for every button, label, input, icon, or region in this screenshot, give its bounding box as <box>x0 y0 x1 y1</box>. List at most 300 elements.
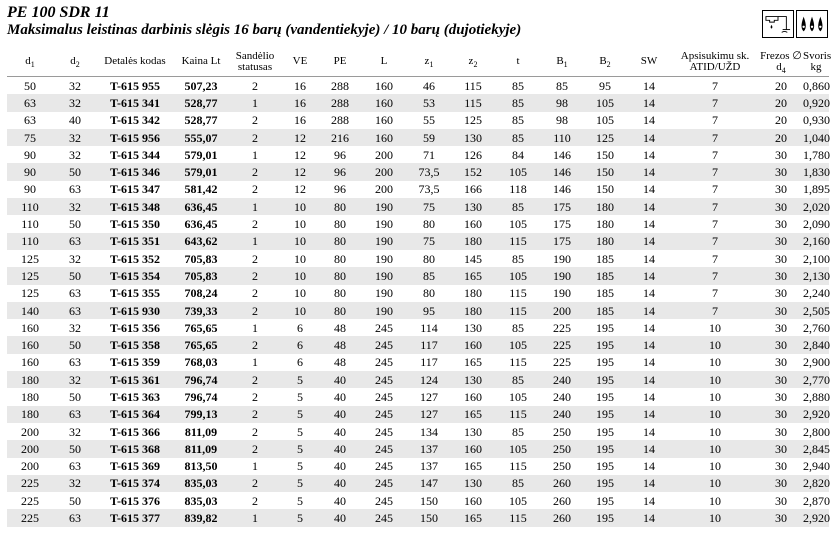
table-row <box>7 163 829 180</box>
cell-stock: 2 <box>229 440 281 457</box>
cell-ve: 12 <box>294 147 306 162</box>
cell-stock: 2 <box>229 336 281 353</box>
cell-b1: 260 <box>553 493 571 508</box>
cell-z1: 55 <box>423 113 435 128</box>
cell-sw: 14 <box>627 129 671 146</box>
cell-b2: 195 <box>583 509 627 526</box>
cell-z1: 80 <box>423 217 435 232</box>
cell-code: T-615 955 <box>110 78 160 93</box>
cell-turns: 10 <box>709 424 721 439</box>
col-header-code: Detalės kodas <box>97 47 173 77</box>
cell-turns: 7 <box>671 233 759 250</box>
cell-code: T-615 374 <box>97 475 173 492</box>
cell-b2: 150 <box>583 163 627 180</box>
cell-b1: 110 <box>541 129 583 146</box>
cell-d1: 90 <box>24 182 36 197</box>
cell-d2: 32 <box>69 424 81 439</box>
cell-pe: 40 <box>334 493 346 508</box>
cell-l: 160 <box>361 94 407 111</box>
cell-cutter: 30 <box>775 389 787 404</box>
cell-code: T-615 341 <box>97 94 173 111</box>
cell-d2: 40 <box>69 113 81 128</box>
cell-pe: 40 <box>319 440 361 457</box>
cell-stock: 2 <box>229 163 281 180</box>
table-row <box>7 371 829 388</box>
cell-z1: 127 <box>407 406 451 423</box>
cell-cutter: 30 <box>759 475 803 492</box>
cell-d2: 63 <box>69 459 81 474</box>
cell-z2: 130 <box>464 320 482 335</box>
cell-d2: 50 <box>69 217 81 232</box>
cell-l: 200 <box>361 163 407 180</box>
cell-stock: 1 <box>252 320 258 335</box>
cell-weight: 0,920 <box>803 95 830 110</box>
cell-z2: 126 <box>464 147 482 162</box>
cell-ve: 12 <box>294 182 306 197</box>
usage-icons <box>762 10 828 38</box>
cell-z2: 160 <box>451 440 495 457</box>
cell-z1: 73,5 <box>407 163 451 180</box>
cell-turns: 7 <box>712 251 718 266</box>
cell-ve: 6 <box>297 320 303 335</box>
cell-d1: 180 <box>21 389 39 404</box>
cell-l: 245 <box>361 509 407 526</box>
cell-t: 85 <box>495 94 541 111</box>
cell-stock: 2 <box>252 251 258 266</box>
cell-price: 835,03 <box>184 493 218 508</box>
cell-price: 768,03 <box>184 355 218 370</box>
cell-l: 160 <box>361 129 407 146</box>
cell-b2: 195 <box>596 493 614 508</box>
cell-turns: 7 <box>712 182 718 197</box>
cell-sw: 14 <box>627 371 671 388</box>
cell-l: 245 <box>375 493 393 508</box>
cell-d1: 63 <box>7 94 53 111</box>
cell-cutter: 20 <box>775 113 787 128</box>
table-row <box>7 94 829 111</box>
cell-weight: 2,870 <box>803 493 830 508</box>
cell-ve: 5 <box>281 440 319 457</box>
cell-stock: 2 <box>229 371 281 388</box>
col-header-stock: Sandėlio statusas <box>229 47 281 77</box>
cell-sw: 14 <box>643 389 655 404</box>
cell-weight: 1,780 <box>803 147 830 162</box>
cell-turns: 7 <box>712 286 718 301</box>
cell-t: 105 <box>509 389 527 404</box>
cell-ve: 10 <box>281 302 319 319</box>
cell-d1: 140 <box>7 302 53 319</box>
cell-z2: 130 <box>451 129 495 146</box>
cell-cutter: 30 <box>759 302 803 319</box>
cell-stock: 2 <box>252 493 258 508</box>
cell-d2: 32 <box>53 371 97 388</box>
cell-l: 190 <box>361 233 407 250</box>
cell-cutter: 30 <box>759 267 803 284</box>
page-title: PE 100 SDR 11 <box>7 4 110 21</box>
cell-pe: 80 <box>319 233 361 250</box>
cell-pe: 40 <box>319 406 361 423</box>
cell-price: 796,74 <box>173 371 229 388</box>
cell-pe: 96 <box>334 182 346 197</box>
cell-l: 190 <box>361 302 407 319</box>
cell-turns: 10 <box>671 475 759 492</box>
cell-price: 708,24 <box>184 286 218 301</box>
cell-stock: 2 <box>252 286 258 301</box>
cell-d1: 200 <box>21 459 39 474</box>
cell-weight: 2,760 <box>803 320 830 335</box>
cell-b2: 185 <box>596 286 614 301</box>
cell-d1: 90 <box>24 147 36 162</box>
cell-d2: 63 <box>53 509 97 526</box>
cell-d1: 225 <box>21 493 39 508</box>
cell-z1: 85 <box>407 267 451 284</box>
table-row <box>7 302 829 319</box>
table-body <box>7 77 829 527</box>
cell-code: T-615 359 <box>110 355 160 370</box>
cell-cutter: 30 <box>775 424 787 439</box>
cell-b1: 250 <box>553 459 571 474</box>
cell-code: T-615 358 <box>97 336 173 353</box>
cell-price: 555,07 <box>173 129 229 146</box>
cell-sw: 14 <box>627 163 671 180</box>
cell-l: 190 <box>375 251 393 266</box>
cell-b1: 175 <box>541 198 583 215</box>
cell-b1: 98 <box>556 113 568 128</box>
col-header-pe: PE <box>319 47 361 77</box>
cell-b2: 195 <box>583 440 627 457</box>
cell-code: T-615 377 <box>97 509 173 526</box>
cell-price: 643,62 <box>173 233 229 250</box>
table-row <box>7 388 829 405</box>
cell-pe: 80 <box>319 198 361 215</box>
cell-code: T-615 354 <box>97 267 173 284</box>
cell-t: 85 <box>512 320 524 335</box>
cell-sw: 14 <box>627 198 671 215</box>
cell-z2: 115 <box>464 78 482 93</box>
cell-turns: 7 <box>671 94 759 111</box>
table-row <box>7 509 829 526</box>
cell-t: 115 <box>495 302 541 319</box>
cell-price: 813,50 <box>184 459 218 474</box>
cell-weight: 0,860 <box>803 78 830 93</box>
cell-pe: 216 <box>319 129 361 146</box>
table-row <box>7 475 829 492</box>
col-header-turns: Apsisukimu sk. ATID/UŽD <box>671 47 759 77</box>
cell-stock: 1 <box>252 355 258 370</box>
cell-t: 85 <box>512 251 524 266</box>
col-header-b1: $B_1$ <box>541 47 583 77</box>
cell-code: T-615 366 <box>110 424 160 439</box>
cell-b2: 95 <box>599 78 611 93</box>
cell-stock: 2 <box>252 217 258 232</box>
cell-z2: 180 <box>451 233 495 250</box>
cell-price: 796,74 <box>184 389 218 404</box>
cell-z1: 134 <box>420 424 438 439</box>
cell-d1: 160 <box>21 355 39 370</box>
cell-sw: 14 <box>643 459 655 474</box>
cell-z2: 152 <box>451 163 495 180</box>
cell-d1: 200 <box>7 440 53 457</box>
table-row <box>7 181 829 198</box>
cell-z1: 150 <box>420 493 438 508</box>
cell-t: 115 <box>495 406 541 423</box>
cell-l: 160 <box>375 113 393 128</box>
cell-b2: 195 <box>596 320 614 335</box>
product-table <box>7 47 832 527</box>
cell-weight: 2,240 <box>803 286 830 301</box>
cell-sw: 14 <box>627 94 671 111</box>
cell-cutter: 30 <box>775 493 787 508</box>
cell-pe: 288 <box>319 94 361 111</box>
cell-b1: 146 <box>553 182 571 197</box>
cell-d1: 200 <box>21 424 39 439</box>
cell-stock: 1 <box>252 147 258 162</box>
page-subtitle: Maksimalus leistinas darbinis slėgis 16 barų (vandentiekyje) / 10 barų (dujotiekyje) <box>7 22 522 38</box>
cell-weight: 1,830 <box>803 165 830 180</box>
cell-weight: 2,130 <box>803 268 830 283</box>
cell-d2: 32 <box>69 251 81 266</box>
cell-b1: 225 <box>541 336 583 353</box>
cell-d1: 110 <box>21 217 39 232</box>
cell-pe: 80 <box>334 217 346 232</box>
cell-sw: 14 <box>643 286 655 301</box>
cell-b1: 200 <box>541 302 583 319</box>
cell-weight: 2,840 <box>803 338 830 353</box>
cell-weight: 1,895 <box>803 182 830 197</box>
table-row <box>7 198 829 215</box>
cell-pe: 40 <box>334 389 346 404</box>
cell-weight: 2,020 <box>803 199 830 214</box>
cell-d2: 50 <box>53 336 97 353</box>
cell-price: 581,42 <box>184 182 218 197</box>
cell-d2: 32 <box>69 147 81 162</box>
col-header-ve: VE <box>281 47 319 77</box>
cell-price: 765,65 <box>184 320 218 335</box>
col-header-sw: SW <box>627 47 671 77</box>
cell-turns: 7 <box>671 163 759 180</box>
cell-pe: 48 <box>334 320 346 335</box>
cell-weight: 2,880 <box>803 389 830 404</box>
cell-l: 245 <box>375 424 393 439</box>
cell-code: T-615 930 <box>97 302 173 319</box>
cell-ve: 12 <box>281 129 319 146</box>
table-row <box>7 492 829 509</box>
cell-b1: 240 <box>541 406 583 423</box>
cell-l: 245 <box>361 440 407 457</box>
cell-cutter: 30 <box>759 509 803 526</box>
cell-t: 115 <box>509 459 527 474</box>
cell-cutter: 30 <box>775 251 787 266</box>
cell-b2: 195 <box>583 475 627 492</box>
cell-z2: 166 <box>464 182 482 197</box>
cell-ve: 5 <box>281 406 319 423</box>
cell-z2: 160 <box>464 493 482 508</box>
cell-cutter: 30 <box>759 440 803 457</box>
cell-cutter: 30 <box>759 336 803 353</box>
cell-b2: 150 <box>596 182 614 197</box>
cell-weight: 2,160 <box>803 234 830 249</box>
cell-stock: 1 <box>229 94 281 111</box>
cell-z1: 137 <box>407 440 451 457</box>
cell-d1: 160 <box>7 336 53 353</box>
cell-weight: 2,100 <box>803 251 830 266</box>
cell-t: 85 <box>495 475 541 492</box>
cell-l: 245 <box>375 355 393 370</box>
cell-ve: 10 <box>294 251 306 266</box>
cell-z2: 130 <box>451 475 495 492</box>
cell-ve: 16 <box>294 78 306 93</box>
cell-z2: 160 <box>451 336 495 353</box>
cell-d1: 180 <box>7 371 53 388</box>
table-row <box>7 406 829 423</box>
cell-t: 105 <box>495 267 541 284</box>
cell-sw: 14 <box>627 336 671 353</box>
cell-d1: 90 <box>7 163 53 180</box>
cell-pe: 40 <box>334 459 346 474</box>
col-header-b2: $B_2$ <box>583 47 627 77</box>
cell-pe: 40 <box>319 475 361 492</box>
cell-turns: 7 <box>712 113 718 128</box>
cell-pe: 40 <box>319 371 361 388</box>
table-row <box>7 250 829 267</box>
cell-code: T-615 368 <box>97 440 173 457</box>
cell-cutter: 30 <box>775 459 787 474</box>
cell-code: T-615 369 <box>110 459 160 474</box>
cell-turns: 7 <box>671 267 759 284</box>
cell-t: 115 <box>509 286 527 301</box>
cell-l: 245 <box>361 475 407 492</box>
cell-z2: 180 <box>464 286 482 301</box>
cell-d2: 32 <box>53 94 97 111</box>
cell-ve: 5 <box>281 509 319 526</box>
cell-turns: 10 <box>671 509 759 526</box>
cell-price: 811,09 <box>173 440 229 457</box>
cell-sw: 14 <box>627 406 671 423</box>
table-row <box>7 267 829 284</box>
cell-pe: 96 <box>334 147 346 162</box>
cell-d2: 63 <box>53 406 97 423</box>
cell-price: 705,83 <box>184 251 218 266</box>
cell-z2: 165 <box>451 267 495 284</box>
cell-b2: 195 <box>583 336 627 353</box>
cell-cutter: 30 <box>759 233 803 250</box>
cell-d1: 225 <box>7 475 53 492</box>
cell-code: T-615 355 <box>110 286 160 301</box>
cell-pe: 80 <box>319 302 361 319</box>
cell-weight: 2,090 <box>803 217 830 232</box>
cell-b2: 105 <box>583 94 627 111</box>
cell-l: 200 <box>375 147 393 162</box>
cell-ve: 5 <box>297 459 303 474</box>
cell-sw: 14 <box>627 267 671 284</box>
water-supply-icon <box>762 10 794 38</box>
cell-code: T-615 352 <box>110 251 160 266</box>
cell-d1: 110 <box>7 233 53 250</box>
cell-weight: 1,040 <box>803 130 830 145</box>
cell-ve: 10 <box>281 198 319 215</box>
cell-price: 579,01 <box>184 147 218 162</box>
cell-d2: 63 <box>69 182 81 197</box>
cell-b1: 225 <box>553 355 571 370</box>
col-header-d1: $d_1$ <box>7 47 53 77</box>
cell-turns: 7 <box>671 302 759 319</box>
cell-d2: 63 <box>69 286 81 301</box>
table-header-row <box>7 47 829 77</box>
cell-b2: 185 <box>583 302 627 319</box>
cell-z1: 137 <box>420 459 438 474</box>
cell-ve: 10 <box>294 217 306 232</box>
col-header-t: t <box>495 47 541 77</box>
cell-l: 245 <box>361 371 407 388</box>
cell-cutter: 30 <box>759 371 803 388</box>
table-row <box>7 77 829 95</box>
cell-b1: 85 <box>556 78 568 93</box>
cell-b1: 250 <box>541 440 583 457</box>
cell-cutter: 30 <box>759 198 803 215</box>
cell-b2: 195 <box>583 371 627 388</box>
cell-b2: 105 <box>596 113 614 128</box>
cell-d1: 160 <box>21 320 39 335</box>
cell-weight: 2,845 <box>803 441 830 456</box>
cell-d1: 225 <box>7 509 53 526</box>
cell-d2: 63 <box>53 233 97 250</box>
cell-ve: 12 <box>281 163 319 180</box>
cell-turns: 10 <box>709 355 721 370</box>
cell-d2: 32 <box>53 129 97 146</box>
cell-z2: 125 <box>464 113 482 128</box>
cell-ve: 16 <box>294 113 306 128</box>
cell-code: T-615 342 <box>110 113 160 128</box>
cell-d2: 50 <box>53 440 97 457</box>
cell-l: 245 <box>375 389 393 404</box>
table-row <box>7 233 829 250</box>
cell-pe: 40 <box>334 424 346 439</box>
cell-price: 739,33 <box>173 302 229 319</box>
cell-l: 245 <box>361 406 407 423</box>
cell-z2: 160 <box>464 217 482 232</box>
cell-turns: 7 <box>712 217 718 232</box>
cell-price: 839,82 <box>173 509 229 526</box>
cell-code: T-615 346 <box>97 163 173 180</box>
table-row <box>7 215 829 232</box>
table-row <box>7 423 829 440</box>
cell-d2: 32 <box>69 320 81 335</box>
cell-stock: 2 <box>229 475 281 492</box>
cell-ve: 10 <box>281 233 319 250</box>
cell-pe: 48 <box>334 355 346 370</box>
cell-z2: 160 <box>464 389 482 404</box>
cell-stock: 2 <box>252 424 258 439</box>
cell-price: 705,83 <box>173 267 229 284</box>
cell-d1: 63 <box>24 113 36 128</box>
col-header-cutter: Frezos ∅ $d_4$ <box>759 47 803 77</box>
cell-d2: 32 <box>69 78 81 93</box>
cell-z1: 124 <box>407 371 451 388</box>
cell-z2: 115 <box>451 94 495 111</box>
cell-cutter: 30 <box>775 217 787 232</box>
cell-d1: 50 <box>24 78 36 93</box>
cell-turns: 10 <box>709 459 721 474</box>
cell-t: 85 <box>495 371 541 388</box>
cell-stock: 1 <box>252 459 258 474</box>
cell-z1: 117 <box>420 355 438 370</box>
col-header-d2: $d_2$ <box>53 47 97 77</box>
cell-z2: 130 <box>464 424 482 439</box>
cell-sw: 14 <box>643 147 655 162</box>
cell-turns: 7 <box>712 78 718 93</box>
cell-b2: 180 <box>583 198 627 215</box>
cell-sw: 14 <box>643 217 655 232</box>
